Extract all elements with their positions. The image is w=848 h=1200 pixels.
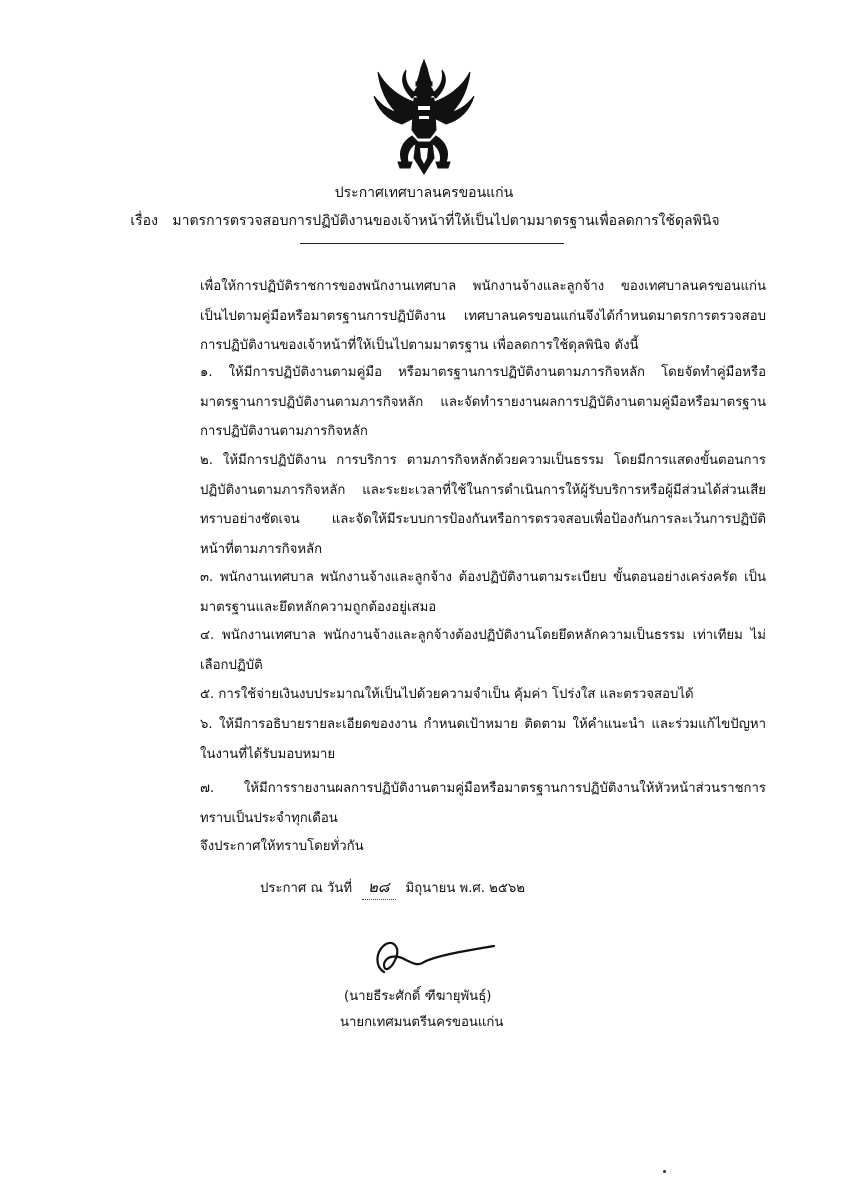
- closing-paragraph: [96, 832, 766, 862]
- measure-item-2: [96, 446, 766, 564]
- measure-item-text: ๔. พนักงานเทศบาล พนักงานจ้างและลูกจ้างต้องปฏิบัติงานโดยยึดหลักความเป็นธรรม เท่าเทียม ไม่เลือกปฏิบัติ: [200, 628, 766, 673]
- intro-text: เพื่อให้การปฏิบัติราชการของพนักงานเทศบาล พนักงานจ้างและลูกจ้าง ของเทศบาลนครขอนแก่น เป็นไปตามคู่มือหรือมาตรฐานการปฏิบัติงาน เทศบาลนครขอนแก่นจึงได้กำหนดมาตรการตรวจสอบการปฏิบัติงานของเจ้าหน้าที่ให้เป็นไปตามมาตรฐาน เพื่อลดการใช้ดุลพินิจ ดังนี้: [200, 279, 766, 353]
- measure-item-text: ๗. ให้มีการรายงานผลการปฏิบัติงานตามคู่มือหรือมาตรฐานการปฏิบัติงานให้หัวหน้าส่วนราชการทราบเป็นประจำทุกเดือน: [200, 781, 766, 826]
- date-prefix: ประกาศ ณ วันที่: [260, 881, 353, 896]
- date-day: ๒๘: [362, 875, 395, 900]
- measure-item-text: ๓. พนักงานเทศบาล พนักงานจ้างและลูกจ้าง ต้องปฏิบัติงานตามระเบียบ ขั้นตอนอย่างเคร่งครัด เป็นมาตรฐานและยึดหลักความถูกต้องอยู่เสมอ: [200, 570, 766, 615]
- announcement-date: [260, 875, 525, 900]
- header-divider: [300, 243, 564, 244]
- signer-title: นายกเทศมนตรีนครขอนแก่น: [340, 1015, 504, 1030]
- date-month-year: มิถุนายน พ.ศ. ๒๕๖๒: [405, 881, 525, 896]
- measure-item-text: ๒. ให้มีการปฏิบัติงาน การบริการ ตามภารกิจหลักด้วยความเป็นธรรม โดยมีการแสดงขั้นตอนการปฏิบัติงานตามภารกิจหลัก และระยะเวลาที่ใช้ในการดำเนินการให้ผู้รับบริการหรือผู้มีส่วนได้ส่วนเสียทราบอย่างชัดเจน และจัดให้มีระบบการป้องกันหรือการตรวจสอบเพื่อป้องกันการละเว้นการปฏิบัติหน้าที่ตามภารกิจหลัก: [200, 453, 766, 557]
- issuer-heading: ประกาศเทศบาลนครขอนแก่น: [334, 185, 514, 201]
- subject-text: มาตรการตรวจสอบการปฏิบัติงานของเจ้าหน้าที่ให้เป็นไปตามมาตรฐานเพื่อลดการใช้ดุลพินิจ: [172, 213, 720, 229]
- subject-line: [60, 210, 790, 232]
- measure-item-1: [96, 358, 766, 447]
- measure-item-3: [96, 563, 766, 622]
- measure-item-text: ๕. การใช้จ่ายเงินงบประมาณให้เป็นไปด้วยความจำเป็น คุ้มค่า โปร่งใส และตรวจสอบได้: [200, 687, 694, 702]
- measure-item-text: ๖. ให้มีการอธิบายรายละเอียดของงาน กำหนดเป้าหมาย ติดตาม ให้คำแนะนำ และร่วมแก้ไขปัญหาในงานที่ได้รับมอบหมาย: [200, 717, 766, 762]
- closing-text: จึงประกาศให้ทราบโดยทั่วกัน: [200, 839, 364, 854]
- garuda-emblem-icon: [372, 58, 476, 176]
- intro-paragraph: [96, 272, 766, 361]
- signer-name: (นายธีระศักดิ์ ฑีฆายุพันธุ์): [344, 989, 492, 1004]
- measure-item-5: [96, 680, 766, 710]
- subject-label: เรื่อง: [130, 213, 158, 229]
- measure-item-6: [96, 710, 766, 769]
- measure-item-7: [96, 774, 766, 833]
- measure-item-text: ๑. ให้มีการปฏิบัติงานตามคู่มือ หรือมาตรฐานการปฏิบัติงานตามภารกิจหลัก โดยจัดทำคู่มือหรือมาตรฐานการปฏิบัติงานตามภารกิจหลัก และจัดทำรายงานผลการปฏิบัติงานตามคู่มือหรือมาตรฐานการปฏิบัติงานตามภารกิจหลัก: [200, 365, 766, 439]
- signature-icon: [362, 930, 502, 985]
- scan-speck: [663, 1170, 666, 1173]
- measure-item-4: [96, 621, 766, 680]
